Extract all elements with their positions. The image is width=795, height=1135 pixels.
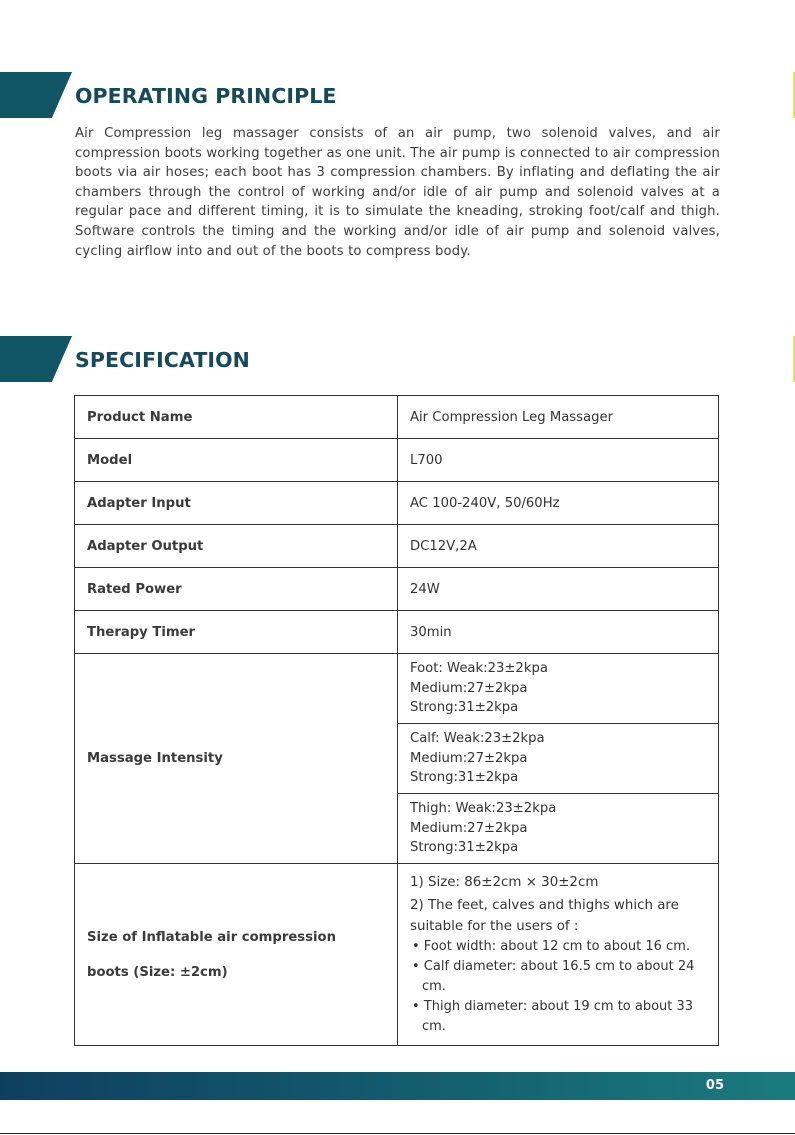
size-line: 1) Size: 86±2cm × 30±2cm bbox=[410, 875, 599, 890]
table-row bbox=[75, 611, 719, 654]
section-tab-operating bbox=[0, 72, 72, 118]
table-row bbox=[75, 568, 719, 611]
spec-value: AC 100-240V, 50/60Hz bbox=[398, 482, 719, 525]
intensity-line: Foot: Weak:23±2kpa bbox=[410, 660, 548, 676]
intensity-thigh-cell bbox=[398, 794, 719, 864]
spec-label: Adapter Output bbox=[75, 525, 398, 568]
spec-label-boot-size bbox=[75, 864, 398, 1046]
table-row bbox=[75, 439, 719, 482]
spec-value: 30min bbox=[398, 611, 719, 654]
intensity-line: Medium:27±2kpa bbox=[410, 820, 528, 836]
size-bullet: • Thigh diameter: about 19 cm to about 33 cm. bbox=[412, 999, 694, 1034]
section-tab-specification bbox=[0, 336, 72, 382]
footer-bar bbox=[0, 1072, 795, 1100]
intensity-line: Thigh: Weak:23±2kpa bbox=[410, 800, 557, 816]
specification-heading: SPECIFICATION bbox=[75, 348, 250, 372]
specification-table bbox=[74, 395, 719, 1046]
table-row bbox=[75, 864, 719, 1046]
intensity-line: Strong:31±2kpa bbox=[410, 770, 519, 786]
intensity-line: Calf: Weak:23±2kpa bbox=[410, 730, 545, 746]
bottom-rule bbox=[0, 1133, 795, 1134]
intensity-line: Medium:27±2kpa bbox=[410, 680, 528, 696]
size-bullet: • Foot width: about 12 cm to about 16 cm. bbox=[412, 939, 690, 954]
intensity-line: Medium:27±2kpa bbox=[410, 750, 528, 766]
intensity-line: Strong:31±2kpa bbox=[410, 700, 519, 716]
page-number: 05 bbox=[705, 1078, 724, 1093]
spec-value: Air Compression Leg Massager bbox=[398, 396, 719, 439]
spec-label-massage-intensity: Massage Intensity bbox=[75, 654, 398, 864]
intensity-calf-cell bbox=[398, 724, 719, 794]
operating-principle-heading: OPERATING PRINCIPLE bbox=[75, 84, 337, 108]
spec-value: L700 bbox=[398, 439, 719, 482]
boot-size-label-line: Size of Inflatable air compression bbox=[87, 929, 336, 945]
spec-value: 24W bbox=[398, 568, 719, 611]
table-row bbox=[75, 482, 719, 525]
table-row bbox=[75, 396, 719, 439]
spec-label: Therapy Timer bbox=[75, 611, 398, 654]
size-bullet: • Calf diameter: about 16.5 cm to about 24 cm. bbox=[412, 959, 695, 994]
spec-value: DC12V,2A bbox=[398, 525, 719, 568]
intensity-line: Strong:31±2kpa bbox=[410, 840, 519, 856]
table-row bbox=[75, 525, 719, 568]
size-line: 2) The feet, calves and thighs which are suitable for the users of : bbox=[410, 898, 679, 934]
boot-size-label-line: boots (Size: ±2cm) bbox=[87, 964, 228, 980]
table-row bbox=[75, 654, 719, 724]
spec-label: Product Name bbox=[75, 396, 398, 439]
spec-label: Adapter Input bbox=[75, 482, 398, 525]
spec-label: Model bbox=[75, 439, 398, 482]
boot-size-cell bbox=[398, 864, 719, 1046]
spec-label: Rated Power bbox=[75, 568, 398, 611]
intensity-foot-cell bbox=[398, 654, 719, 724]
operating-principle-text: Air Compression leg massager consists of an air pump, two solenoid valves, and air compression boots working together as one unit. The air pump is connected to air compression boots via air hoses; each boot has 3 compression chambers. By inflating and deflating the air chambers through the control of working and/or idle of air pump and solenoid valves at a regular pace and different timing, it is to simulate the kneading, stroking foot/calf and thigh. Software controls the timing and the working and/or idle of air pump and solenoid valves, cycling airflow into and out of the boots to compress body. bbox=[75, 126, 720, 259]
